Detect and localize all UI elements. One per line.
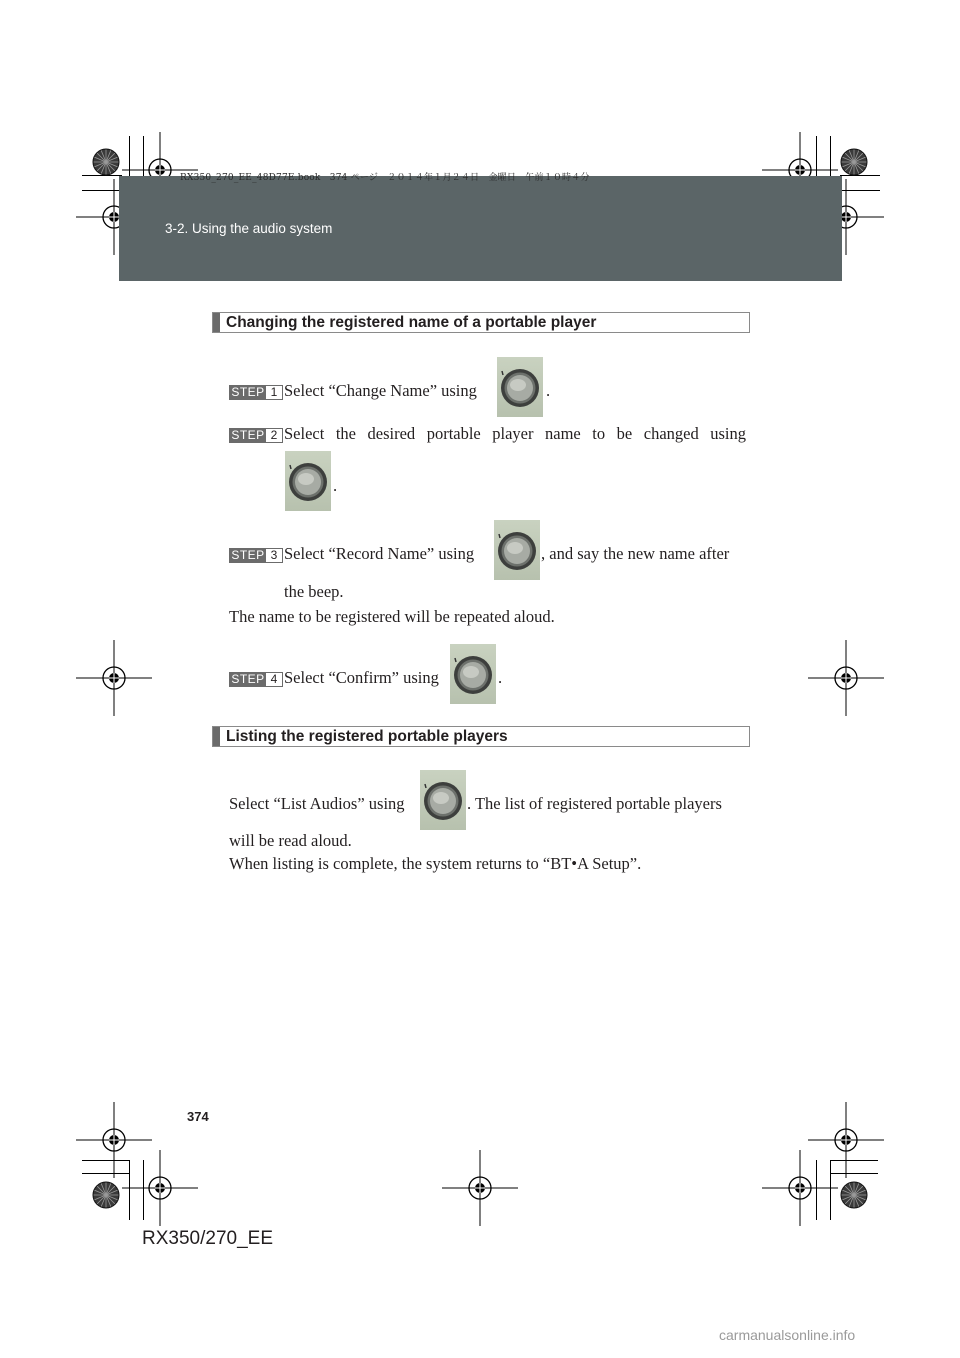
step-number: 1	[270, 385, 278, 399]
step-number: 3	[270, 548, 278, 562]
step-1-text: Select “Change Name” using	[284, 381, 477, 400]
subheading-list-players	[212, 726, 750, 747]
model-code: RX350/270_EE	[142, 1228, 273, 1249]
step-badge-3	[229, 548, 283, 563]
list-line3: When listing is complete, the system returns to “BT•A Setup”.	[229, 854, 642, 873]
step-label: STEP	[231, 672, 265, 686]
step-label: STEP	[231, 385, 265, 399]
color-wheel-icon	[93, 149, 119, 175]
step-label: STEP	[231, 428, 265, 442]
step-badge-4	[229, 672, 283, 687]
page-number: 374	[187, 1109, 209, 1124]
step-3-text: Select “Record Name” using	[284, 544, 475, 563]
watermark: carmanualsonline.info	[719, 1327, 856, 1343]
list-text-after: . The list of registered portable players	[467, 794, 722, 813]
talk-switch-knob-icon	[450, 644, 496, 704]
talk-switch-knob-icon	[285, 451, 331, 511]
talk-switch-knob-icon	[420, 770, 466, 830]
step-number: 2	[270, 428, 278, 442]
step-3-text-after: , and say the new name after	[541, 544, 730, 563]
color-wheel-icon	[93, 1182, 119, 1208]
step-2-period: .	[333, 476, 338, 495]
step-badge-2	[229, 428, 283, 443]
registration-mark-icon	[122, 1150, 198, 1226]
step-1-period: .	[546, 381, 551, 400]
subheading-bar	[213, 727, 220, 746]
color-wheel-icon	[841, 1182, 867, 1208]
step-4-text: Select “Confirm” using	[284, 668, 439, 687]
step-3-line2: the beep.	[284, 582, 344, 601]
registration-mark-icon	[76, 1102, 152, 1178]
step-label: STEP	[231, 548, 265, 562]
section-title: 3-2. Using the audio system	[165, 221, 333, 236]
registration-mark-icon	[442, 1150, 518, 1226]
registration-mark-icon	[808, 640, 884, 716]
subheading-text: Listing the registered portable players	[226, 728, 508, 745]
talk-switch-knob-icon	[497, 357, 543, 417]
list-line2: will be read aloud.	[229, 831, 352, 850]
color-wheel-icon	[841, 149, 867, 175]
registration-mark-icon	[762, 1150, 838, 1226]
subheading-text: Changing the registered name of a portable player	[226, 314, 597, 331]
step-number: 4	[270, 672, 278, 686]
step-4-period: .	[498, 668, 503, 687]
registration-mark-icon	[808, 1102, 884, 1178]
subheading-bar	[213, 313, 220, 332]
subheading-change-name	[212, 312, 750, 333]
registration-mark-icon	[76, 640, 152, 716]
step-badge-1	[229, 385, 283, 400]
note-text: The name to be registered will be repeated aloud.	[229, 607, 555, 626]
talk-switch-knob-icon	[494, 520, 540, 580]
book-meta: RX350_270_EE_48D77E.book 374 ページ ２０１４年１月２４日 金曜日 午前１０時４分	[180, 173, 590, 183]
step-2-text: Select the desired portable player name to be changed using	[284, 424, 746, 443]
list-text: Select “List Audios” using	[229, 794, 405, 813]
